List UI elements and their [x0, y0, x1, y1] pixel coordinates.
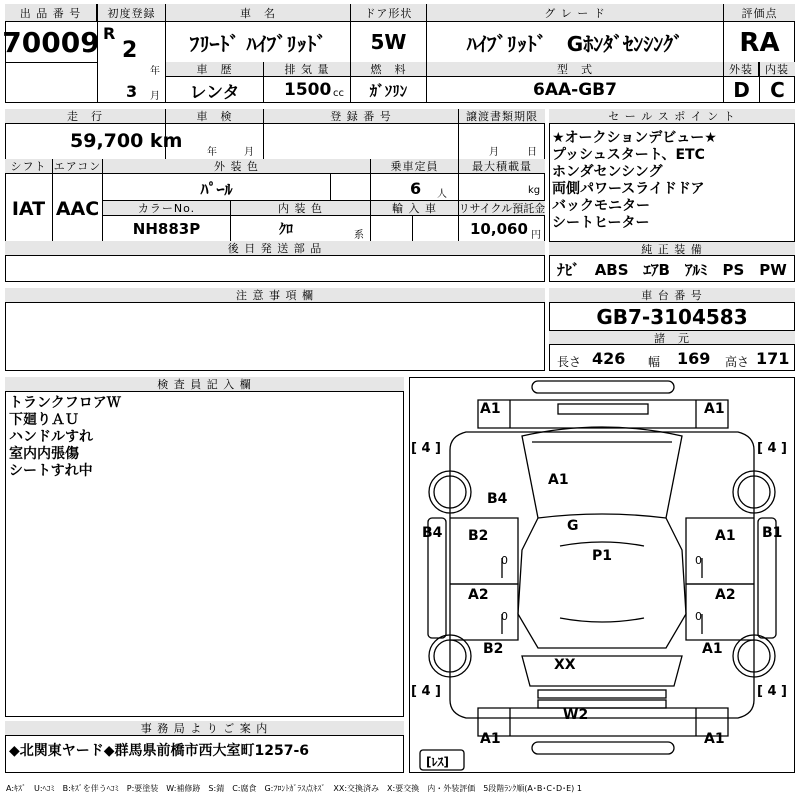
history: レンタ	[189, 82, 240, 103]
fuel: ｶﾞｿﾘﾝ	[369, 81, 408, 100]
damage-mark: A1	[548, 472, 569, 488]
width-label: 幅	[648, 355, 661, 369]
colorno-label: カラーNo.	[103, 201, 230, 216]
carname-label: 車 名	[166, 4, 350, 22]
score: RA	[739, 28, 780, 58]
inspector-note: シートすれ中	[9, 463, 93, 479]
capacity-unit: 人	[437, 189, 447, 200]
reg-month: 3	[126, 82, 138, 101]
interior-color-label: 内 装 色	[231, 201, 370, 216]
exterior-color: ﾊﾟｰﾙ	[200, 179, 233, 199]
sales-point: バックモニター	[552, 198, 650, 214]
equipment: ﾅﾋﾞ ABS ｴｱB ｱﾙﾐ PS PW	[557, 261, 787, 279]
inspector-label: 検 査 員 記 入 欄	[5, 377, 404, 392]
spec-label: 諸 元	[549, 330, 795, 345]
chassis-label: 車 台 番 号	[549, 288, 795, 303]
reg-number-label: 登 録 番 号	[264, 109, 458, 124]
doors-label: ドア形状	[351, 4, 426, 22]
load-label: 最大積載量	[459, 159, 545, 174]
height: 171	[756, 349, 790, 368]
interior-rating: C	[770, 78, 785, 102]
sales-point: ホンダセンシング	[552, 164, 663, 180]
damage-mark: A1	[704, 401, 725, 417]
damage-mark: B4	[487, 491, 508, 507]
import-label: 輸 入 車	[371, 201, 458, 216]
recycle-fee: 10,060	[470, 220, 528, 238]
lot-number: 70009	[2, 25, 100, 59]
inspection-year-unit: 年	[207, 147, 217, 158]
mileage-label: 走 行	[5, 109, 165, 124]
damage-mark: B2	[483, 641, 504, 657]
damage-mark: B4	[422, 525, 443, 541]
notes-label: 注 意 事 項 欄	[5, 288, 545, 303]
sales-points-label: セ ー ル ス ポ イ ン ト	[549, 109, 795, 124]
zero-mark: 0	[501, 610, 508, 623]
score-label: 評価点	[724, 4, 795, 22]
sales-point: プッシュスタート、ETC	[552, 147, 705, 163]
office-label: 事 務 局 よ り ご 案 内	[5, 721, 404, 736]
rest-label: [ﾚｽ]	[426, 755, 449, 769]
air-conditioner: AAC	[55, 197, 100, 220]
capacity: 6	[410, 179, 422, 198]
damage-mark: A1	[715, 528, 736, 544]
fuel-label: 燃 料	[351, 62, 426, 77]
lot-label: 出 品 番 号	[5, 4, 97, 22]
inspector-note: 室内内張傷	[9, 446, 79, 462]
interior-color: ｸﾛ	[279, 222, 293, 238]
zero-mark: 0	[695, 610, 702, 623]
damage-mark: A1	[480, 731, 501, 747]
color-number: NH883P	[132, 220, 201, 238]
door-type: 5W	[370, 30, 407, 54]
first-reg-label: 初度登録	[98, 4, 165, 22]
length: 426	[592, 349, 626, 368]
color-label: 外 装 色	[103, 159, 370, 174]
damage-mark: B2	[468, 528, 489, 544]
zero-mark: 0	[695, 554, 702, 567]
shift: IAT	[11, 197, 46, 220]
damage-mark: P1	[592, 548, 613, 564]
damage-mark: A2	[715, 587, 736, 603]
displacement: 1500	[284, 80, 332, 100]
car-outline	[410, 378, 794, 772]
recycle-unit: 円	[531, 230, 541, 241]
transfer-month-unit: 月	[489, 147, 499, 158]
ac-label: エアコン	[53, 160, 102, 173]
inspector-note: ハンドルすれ	[9, 429, 93, 445]
damage-mark: G	[567, 518, 579, 534]
inspector-notes	[9, 395, 399, 480]
ext-label: 外装	[724, 62, 759, 77]
capacity-label: 乗車定員	[371, 159, 458, 174]
displacement-label: 排 気 量	[264, 62, 350, 77]
int-label: 内装	[759, 62, 795, 77]
inspector-note: トランクフロアＷ	[9, 395, 121, 411]
damage-mark: A2	[468, 587, 489, 603]
office-text: ◆北関東ヤード◆群馬県前橋市西大室町1257-6	[9, 743, 310, 759]
inspection-label: 車 検	[166, 109, 263, 124]
exterior-rating: D	[733, 78, 750, 102]
reg-year: 2	[122, 38, 138, 63]
era: R	[103, 24, 116, 43]
height-label: 高さ	[725, 355, 750, 369]
recycle-label: リサイクル預託金	[458, 202, 546, 215]
later-parts-label: 後 日 発 送 部 品	[5, 241, 545, 256]
damage-mark: A1	[704, 731, 725, 747]
car-name: ﾌﾘｰﾄﾞ ﾊｲﾌﾞﾘｯﾄﾞ	[189, 31, 327, 56]
mileage: 59,700 km	[70, 130, 183, 152]
sales-point: ★オークションデビュー★	[552, 130, 717, 146]
load-unit: kg	[528, 185, 541, 196]
history-label: 車 歴	[166, 62, 263, 77]
sales-point: 両側パワースライドドア	[552, 181, 705, 197]
damage-mark: A1	[702, 641, 723, 657]
transfer-day-unit: 日	[527, 147, 537, 158]
grade: ﾊｲﾌﾞﾘｯﾄﾞ Gﾎﾝﾀﾞｾﾝｼﾝｸﾞ	[466, 31, 684, 56]
tire-bracket: [ 4 ]	[411, 441, 441, 456]
shift-label: シフト	[5, 159, 52, 174]
tire-bracket: [ 4 ]	[411, 684, 441, 699]
zero-mark: 0	[501, 554, 508, 567]
damage-mark: A1	[480, 401, 501, 417]
chassis-number: GB7-3104583	[596, 305, 748, 329]
displacement-unit: cc	[333, 88, 344, 99]
inspector-note: 下廻りＡＵ	[9, 412, 79, 428]
tire-bracket: [ 4 ]	[757, 441, 787, 456]
transfer-label: 譲渡書類期限	[459, 109, 545, 124]
reg-month-unit: 月	[150, 91, 160, 102]
damage-mark: B1	[762, 525, 783, 541]
model-label: 型 式	[427, 62, 723, 77]
damage-mark: W2	[563, 707, 589, 723]
width: 169	[677, 349, 711, 368]
damage-diagram	[409, 377, 795, 773]
damage-mark: XX	[554, 657, 576, 673]
interior-color-unit: 系	[354, 230, 364, 241]
legend: A:ｷｽﾞ U:ﾍｺﾐ B:ｷｽﾞを伴うﾍｺﾐ P:要塗装 W:補修跡 S:錆 C:腐食 G:ﾌﾛﾝﾄｶﾞﾗｽ点ｷｽﾞ XX:交換済み X:要交換 内・外装評価 5段階ﾗﾝｸ順(A･B･C･D･E) 1	[6, 784, 582, 793]
model: 6AA-GB7	[533, 80, 617, 100]
inspection-month-unit: 月	[244, 147, 254, 158]
equipment-label: 純 正 装 備	[549, 241, 795, 256]
grade-label: グ レ ー ド	[427, 4, 723, 22]
length-label: 長さ	[557, 355, 582, 369]
sales-points-list	[552, 130, 792, 232]
sales-point: シートヒーター	[552, 215, 650, 231]
tire-bracket: [ 4 ]	[757, 684, 787, 699]
reg-year-unit: 年	[150, 66, 160, 77]
